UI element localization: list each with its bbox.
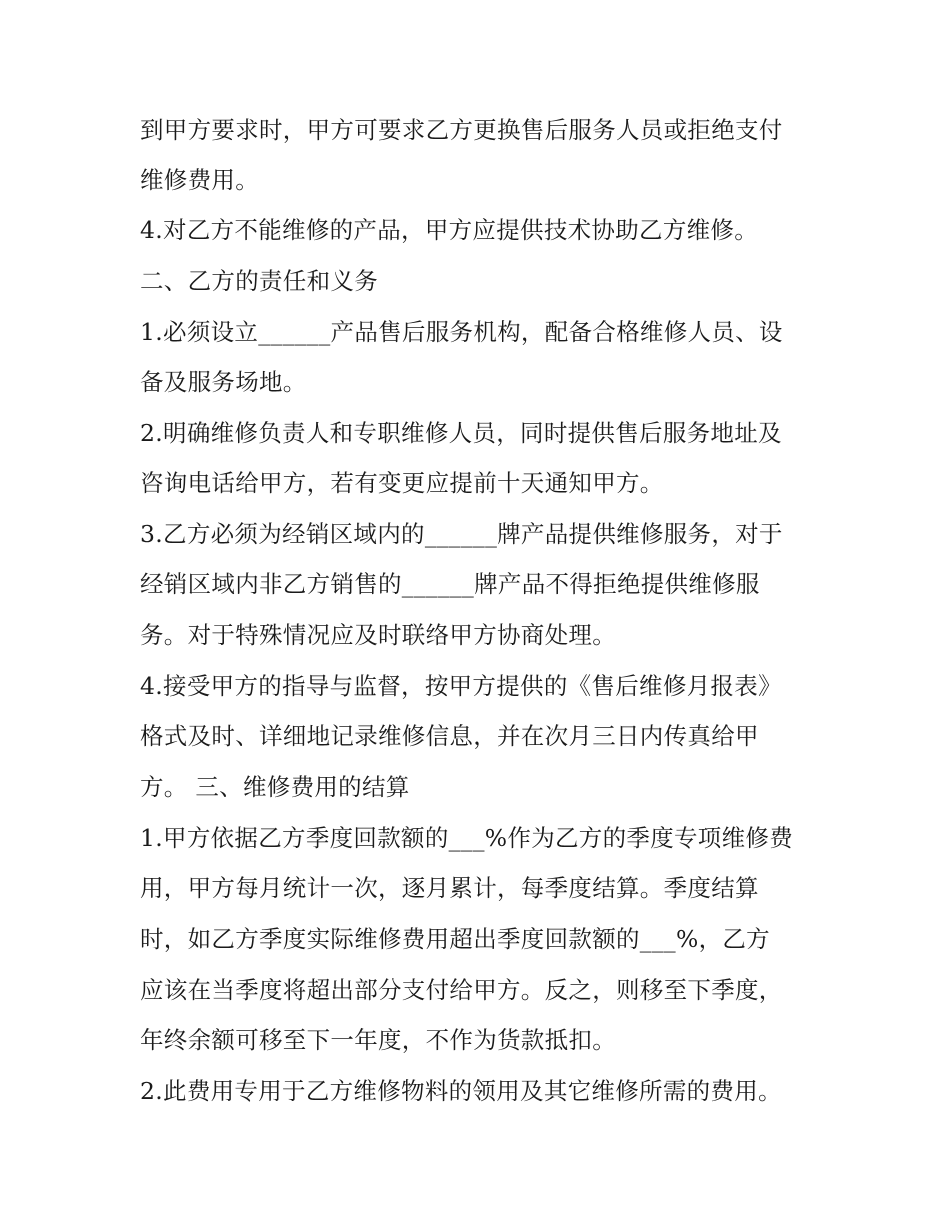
text-line: 2.此费用专用于乙方维修物料的领用及其它维修所需的费用。 xyxy=(140,1077,782,1105)
text-line: 应该在当季度将超出部分支付给甲方。反之，则移至下季度， xyxy=(140,976,783,1004)
text-line: 2.明确维修负责人和专职维修人员，同时提供售后服务地址及 xyxy=(140,419,782,447)
text-line: 经销区域内非乙方销售的______牌产品不得拒绝提供维修服 xyxy=(140,570,760,598)
section-heading: 二、乙方的责任和义务 xyxy=(140,267,378,295)
text-line: 时，如乙方季度实际维修费用超出季度回款额的___%，乙方 xyxy=(140,925,770,953)
text-line: 维修费用。 xyxy=(140,166,259,194)
text-line: 1.必须设立______产品售后服务机构，配备合格维修人员、设 xyxy=(140,318,783,346)
text-line: 备及服务场地。 xyxy=(140,368,307,396)
text-line: 用，甲方每月统计一次，逐月累计，每季度结算。季度结算 xyxy=(140,874,759,902)
text-line: 3.乙方必须为经销区域内的______牌产品提供维修服务，对于 xyxy=(140,520,783,548)
text-line: 到甲方要求时，甲方可要求乙方更换售后服务人员或拒绝支付 xyxy=(140,116,783,144)
text-line: 格式及时、详细地记录维修信息，并在次月三日内传真给甲 xyxy=(140,722,759,750)
text-line: 4.对乙方不能维修的产品，甲方应提供技术协助乙方维修。 xyxy=(140,216,759,244)
section-heading: 方。 三、维修费用的结算 xyxy=(140,773,410,801)
text-line: 1.甲方依据乙方季度回款额的___%作为乙方的季度专项维修费 xyxy=(140,824,793,852)
text-line: 年终余额可移至下一年度，不作为货款抵扣。 xyxy=(140,1026,616,1054)
text-line: 咨询电话给甲方，若有变更应提前十天通知甲方。 xyxy=(140,469,664,497)
text-line: 4.接受甲方的指导与监督，按甲方提供的《售后维修月报表》 xyxy=(140,672,782,700)
text-line: 务。对于特殊情况应及时联络甲方协商处理。 xyxy=(140,621,616,649)
